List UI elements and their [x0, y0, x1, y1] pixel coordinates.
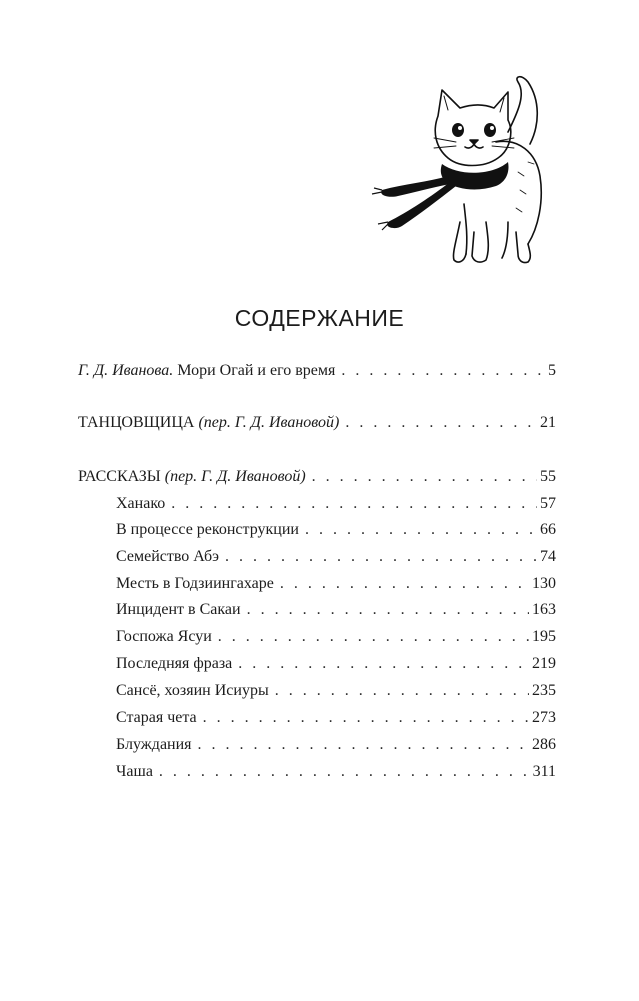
page-number: 55	[540, 468, 556, 485]
entry-title: Месть в Годзиингахаре	[116, 575, 274, 592]
entry-title: РАССКАЗЫ	[78, 468, 161, 485]
dot-leader	[218, 627, 529, 647]
toc-entry-introduction	[78, 361, 556, 381]
toc-story-entry	[116, 681, 556, 701]
dot-leader	[275, 681, 529, 701]
entry-title: В процессе реконструкции	[116, 521, 299, 538]
toc-story-entry	[116, 762, 556, 782]
toc-story-entry	[116, 735, 556, 755]
toc-story-entry	[116, 520, 556, 540]
entry-title: Инцидент в Сакаи	[116, 601, 241, 618]
dot-leader	[280, 574, 529, 594]
entry-title: Чаша	[116, 763, 153, 780]
entry-title: Мори Огай и его время	[177, 362, 336, 379]
toc-story-entry	[116, 708, 556, 728]
page-number: 5	[548, 362, 556, 379]
page-number: 74	[540, 548, 556, 565]
entry-title: Старая чета	[116, 709, 197, 726]
toc-entry-stories	[78, 467, 556, 487]
entry-title: Блуждания	[116, 736, 192, 753]
dot-leader	[203, 708, 529, 728]
page-number: 273	[532, 709, 556, 726]
page-number: 219	[532, 655, 556, 672]
toc-story-entry	[116, 600, 556, 620]
toc-story-entry	[116, 547, 556, 567]
dot-leader	[198, 735, 529, 755]
page-number: 286	[532, 736, 556, 753]
toc-story-entry	[116, 494, 556, 514]
dot-leader	[305, 520, 537, 540]
toc-entry-dancer	[78, 413, 556, 433]
page-number: 195	[532, 628, 556, 645]
page-number: 163	[532, 601, 556, 618]
dot-leader	[345, 413, 537, 433]
page-number: 130	[532, 575, 556, 592]
entry-title: Госпожа Ясуи	[116, 628, 212, 645]
page-number: 21	[540, 414, 556, 431]
dot-leader	[171, 494, 537, 514]
cat-with-scarf-illustration	[368, 72, 568, 272]
page-number: 235	[532, 682, 556, 699]
dot-leader	[341, 361, 545, 381]
dot-leader	[238, 654, 529, 674]
toc-story-entry	[116, 627, 556, 647]
dot-leader	[159, 762, 530, 782]
entry-translator: (пер. Г. Д. Ивановой)	[164, 468, 306, 485]
page-title: СОДЕРЖАНИЕ	[234, 305, 405, 331]
dot-leader	[312, 467, 537, 487]
page-number: 311	[532, 763, 556, 780]
dot-leader	[225, 547, 537, 567]
entry-title: Семейство Абэ	[116, 548, 220, 565]
entry-title: Ханако	[116, 495, 166, 512]
entry-title: Сансё, хозяин Исиуры	[116, 682, 269, 699]
toc-story-entry	[116, 654, 556, 674]
entry-author: Г. Д. Иванова.	[78, 362, 174, 379]
entry-title: Последняя фраза	[116, 655, 233, 672]
page-number: 57	[540, 495, 556, 512]
entry-title: ТАНЦОВЩИЦА	[78, 414, 195, 431]
toc-story-entry	[116, 574, 556, 594]
entry-translator: (пер. Г. Д. Ивановой)	[198, 414, 340, 431]
page-number: 66	[540, 521, 556, 538]
dot-leader	[247, 600, 529, 620]
